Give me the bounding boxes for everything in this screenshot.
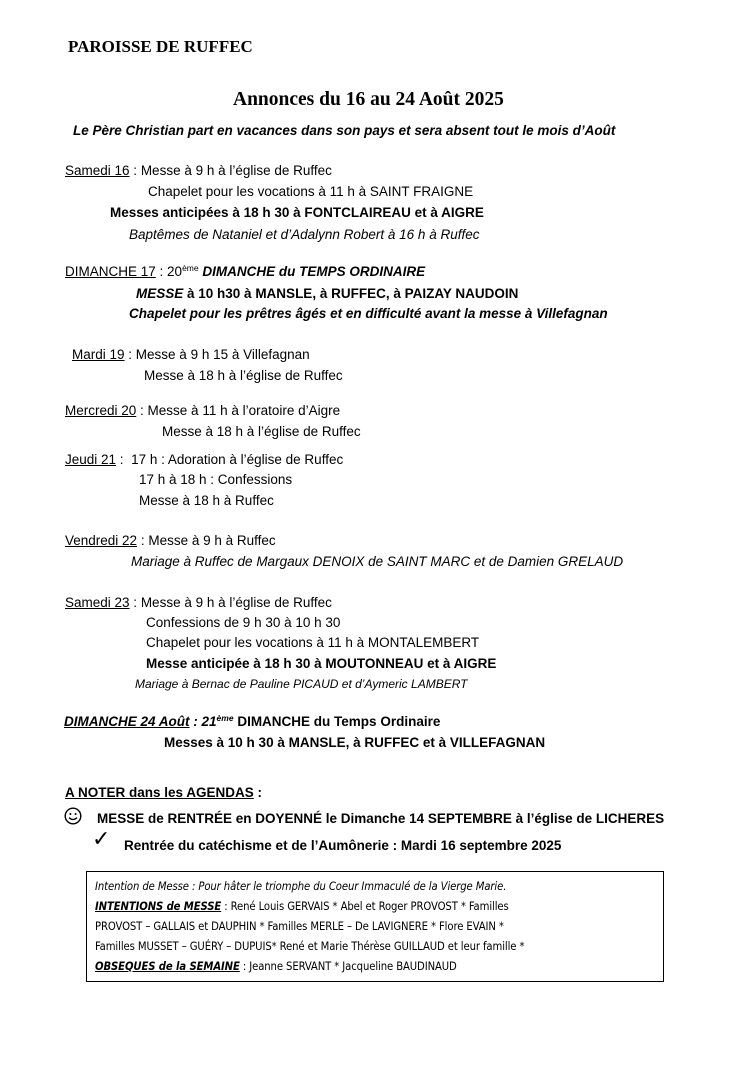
day-sunday-24	[64, 714, 440, 729]
intentions-line	[95, 900, 509, 913]
agenda-heading	[65, 785, 262, 800]
day-tuesday-19	[72, 347, 310, 362]
sunday-number: 21	[201, 714, 217, 729]
separator: :	[137, 533, 149, 548]
day-label: Mercredi 20	[65, 403, 137, 418]
day-wednesday-20	[65, 403, 340, 418]
entry-text: Messe à 9 h à l’église de Ruffec	[140, 595, 332, 610]
entry-line: Mariage à Ruffec de Margaux DENOIX de SAINT MARC et de Damien GRELAUD	[131, 554, 624, 569]
day-label: Samedi 16	[65, 163, 130, 178]
day-label: Vendredi 22	[65, 533, 138, 548]
day-sunday-17	[65, 264, 425, 279]
entry-text: 17 h : Adoration à l’église de Ruffec	[131, 452, 344, 467]
sunday-number: 20	[167, 264, 183, 279]
parish-name: PAROISSE DE RUFFEC	[68, 37, 253, 56]
mass-intention: Intention de Messe : Pour hâter le triomphe du Coeur Immaculé de la Vierge Marie.	[95, 880, 507, 893]
obseques-text: : Jeanne SERVANT * Jacqueline BAUDINAUD	[239, 960, 457, 973]
separator: :	[124, 347, 136, 362]
separator: :	[129, 595, 141, 610]
day-saturday-23	[65, 595, 332, 610]
day-label: Mardi 19	[72, 347, 125, 362]
sunday-title: DIMANCHE du TEMPS ORDINAIRE	[198, 264, 426, 279]
entry-line: Messes à 10 h 30 à MANSLE, à RUFFEC et à VILLEFAGNAN	[164, 735, 546, 750]
agenda-item-catechisme: Rentrée du catéchisme et de l’Aumônerie : Mardi 16 septembre 2025	[124, 838, 562, 853]
separator: :	[129, 163, 141, 178]
entry-line: Baptêmes de Nataniel et d’Adalynn Robert à 16 h à Ruffec	[129, 227, 480, 242]
separator: :	[155, 264, 168, 279]
entry-line: Messe à 18 h à l’église de Ruffec	[162, 424, 361, 439]
notice: Le Père Christian part en vacances dans son pays et sera absent tout le mois d’Août	[73, 123, 616, 138]
entry-line: Messe à 18 h à Ruffec	[139, 493, 274, 508]
intentions-box	[86, 871, 664, 982]
obseques-label: OBSEQUES de la SEMAINE	[95, 960, 240, 973]
mass-word: MESSE	[136, 286, 184, 301]
entry-line	[136, 286, 518, 301]
smiley-icon	[64, 807, 82, 825]
entry-line: Messes anticipées à 18 h 30 à FONTCLAIREAU et à AIGRE	[110, 205, 484, 220]
day-saturday-16	[65, 163, 332, 178]
entry-text: à 10 h30 à MANSLE, à RUFFEC, à PAIZAY NAUDOIN	[183, 286, 519, 301]
intentions-label: INTENTIONS de MESSE	[95, 900, 222, 913]
entry-line: Chapelet pour les vocations à 11 h à MONTALEMBERT	[146, 635, 480, 650]
day-label: DIMANCHE 17	[65, 264, 156, 279]
entry-line: Messe à 18 h à l’église de Ruffec	[144, 368, 343, 383]
checkmark-icon: ✓	[92, 827, 111, 852]
entry-line: Messe anticipée à 18 h 30 à MOUTONNEAU et à AIGRE	[146, 656, 497, 671]
separator: :	[136, 403, 148, 418]
intentions-line: Familles MUSSET – GUÉRY – DUPUIS* René et Marie Thérèse GUILLAUD et leur famille *	[95, 940, 525, 953]
entry-line: Chapelet pour les prêtres âgés et en difficulté avant la messe à Villefagnan	[129, 306, 608, 321]
entry-line: Mariage à Bernac de Pauline PICAUD et d’Aymeric LAMBERT	[135, 677, 468, 691]
agenda-heading-colon: :	[253, 785, 263, 800]
agenda-item-rentree-doyenne: MESSE de RENTRÉE en DOYENNÉ le Dimanche 14 SEPTEMBRE à l’église de LICHERES	[97, 811, 665, 826]
day-thursday-21	[65, 452, 343, 467]
sunday-title: DIMANCHE du Temps Ordinaire	[233, 714, 441, 729]
entry-line: Confessions de 9 h 30 à 10 h 30	[146, 615, 341, 630]
day-label: Samedi 23	[65, 595, 130, 610]
entry-text: Messe à 11 h à l’oratoire d’Aigre	[147, 403, 341, 418]
day-friday-22	[65, 533, 276, 548]
entry-text: Messe à 9 h à Ruffec	[148, 533, 276, 548]
ordinal-suffix: ème	[182, 263, 199, 273]
day-label: Jeudi 21	[65, 452, 117, 467]
intentions-text: : René Louis GERVAIS * Abel et Roger PROVOST * Familles	[221, 900, 509, 913]
agenda-heading-label: A NOTER dans les AGENDAS	[65, 785, 254, 800]
obseques-line	[95, 960, 457, 973]
day-label: DIMANCHE 24 Août	[64, 714, 190, 729]
entry-text: Messe à 9 h 15 à Villefagnan	[135, 347, 310, 362]
entry-line: Chapelet pour les vocations à 11 h à SAINT FRAIGNE	[148, 184, 474, 199]
separator: :	[116, 452, 132, 467]
entry-line: 17 h à 18 h : Confessions	[139, 472, 293, 487]
entry-text: Messe à 9 h à l’église de Ruffec	[140, 163, 332, 178]
ordinal-suffix: ème	[216, 713, 234, 723]
separator: :	[189, 714, 202, 729]
intentions-line: PROVOST – GALLAIS et DAUPHIN * Familles MERLE – De LAVIGNERE * Flore EVAIN *	[95, 920, 504, 933]
page-title: Annonces du 16 au 24 Août 2025	[233, 89, 504, 110]
